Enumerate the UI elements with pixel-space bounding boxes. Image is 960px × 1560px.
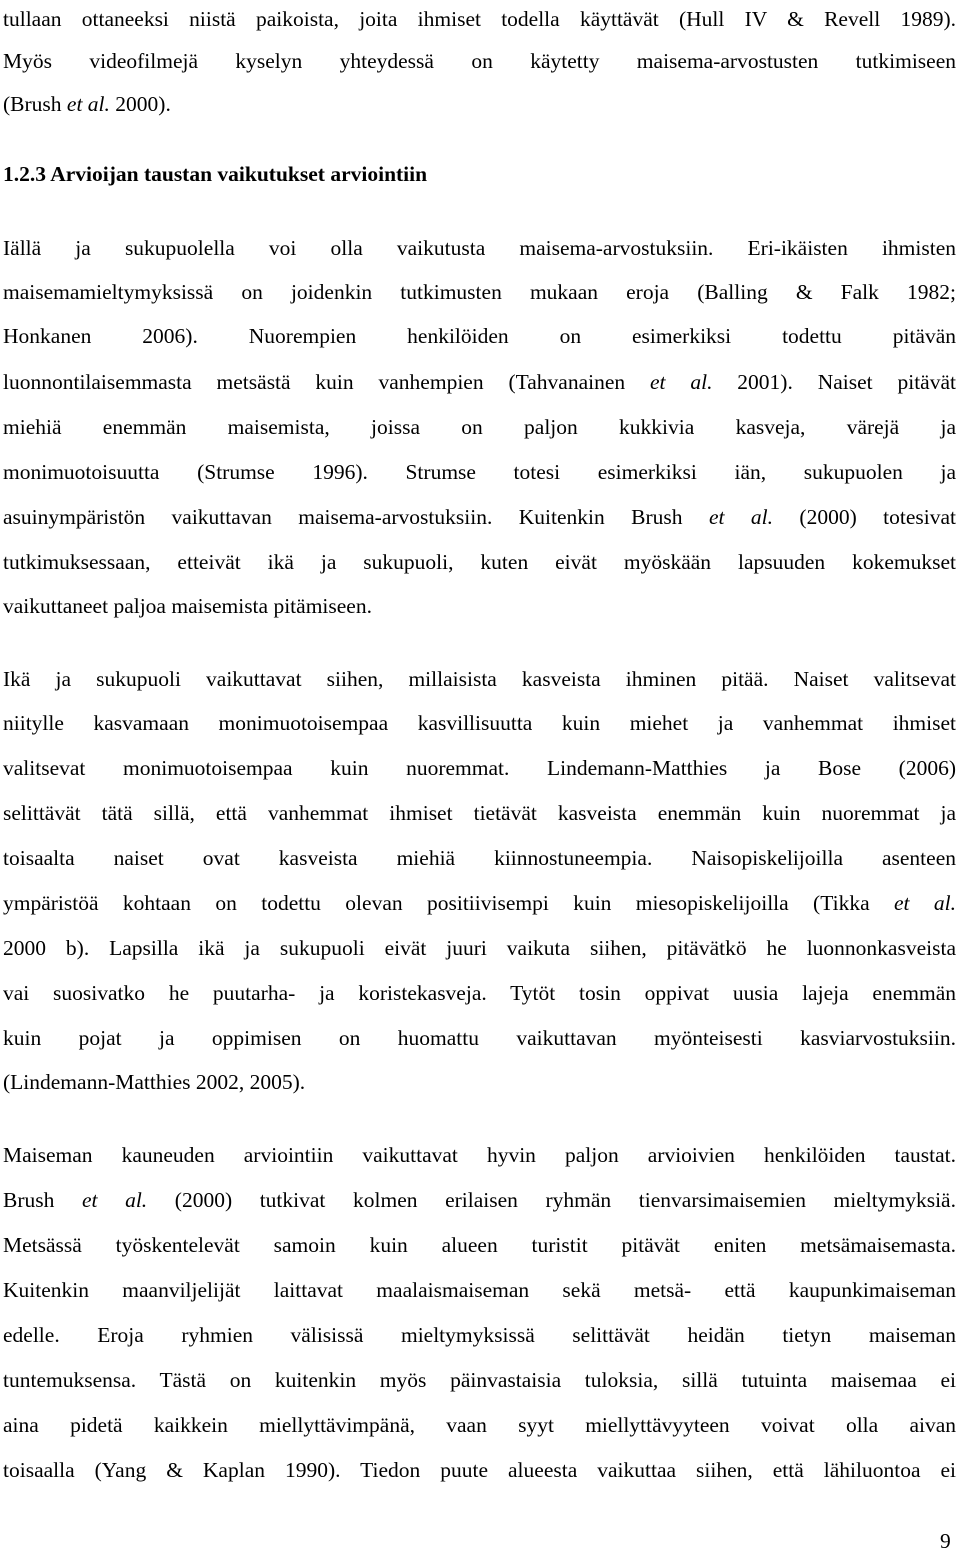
text-line: miehiä enemmän maisemista, joissa on paljon kukkivia kasveja, värejä ja [3,415,956,439]
text-line: toisaalta naiset ovat kasveista miehiä kiinnostuneempia. Naisopiskelijoilla asenteen [3,846,956,870]
text-line: (Lindemann-Matthies 2002, 2005). [3,1070,306,1094]
text-line: tutkimuksessaan, etteivät ikä ja sukupuoli, kuten eivät myöskään lapsuuden kokemukset [3,550,956,574]
text-line: Myös videofilmejä kyselyn yhteydessä on käytetty maisema-arvostusten tutkimiseen [3,49,956,73]
text-line: monimuotoisuutta (Strumse 1996). Strumse totesi esimerkiksi iän, sukupuolen ja [3,460,956,484]
text-line: Metsässä työskentelevät samoin kuin alueen turistit pitävät eniten metsämaisemasta. [3,1233,956,1257]
text-line: vaikuttaneet paljoa maisemista pitämiseen. [3,594,372,618]
text-line: valitsevat monimuotoisempaa kuin nuoremmat. Lindemann-Matthies ja Bose (2006) [3,756,956,780]
text-line: asuinympäristön vaikuttavan maisema-arvostuksiin. Kuitenkin Brush et al. (2000) totesivat [3,505,956,529]
text-line: Brush et al. (2000) tutkivat kolmen erilaisen ryhmän tienvarsimaisemien mieltymyksiä. [3,1188,956,1212]
text-line: niitylle kasvamaan monimuotoisempaa kasvillisuutta kuin miehet ja vanhemmat ihmiset [3,711,956,735]
text-line: tullaan ottaneeksi niistä paikoista, joita ihmiset todella käyttävät (Hull IV & Revell 1989). [3,7,956,31]
page-number: 9 [940,1529,951,1553]
text-line: selittävät tätä sillä, että vanhemmat ihmiset tietävät kasveista enemmän kuin nuoremmat ja [3,801,956,825]
text-line: Iällä ja sukupuolella voi olla vaikutusta maisema-arvostuksiin. Eri-ikäisten ihmisten [3,236,956,260]
text-line: luonnontilaisemmasta metsästä kuin vanhempien (Tahvanainen et al. 2001). Naiset pitävät [3,370,956,394]
text-line: kuin pojat ja oppimisen on huomattu vaikuttavan myönteisesti kasviarvostuksiin. [3,1026,956,1050]
text-line: ympäristöä kohtaan on todettu olevan positiivisempi kuin miesopiskelijoilla (Tikka et al. [3,891,956,915]
text-line: toisaalla (Yang & Kaplan 1990). Tiedon puute alueesta vaikuttaa siihen, että lähiluontoa ei [3,1458,956,1482]
text-line: aina pidetä kaikkein miellyttävimpänä, vaan syyt miellyttävyyteen voivat olla aivan [3,1413,956,1437]
text-line: Maiseman kauneuden arviointiin vaikuttavat hyvin paljon arvioivien henkilöiden taustat. [3,1143,956,1167]
text-line: 2000 b). Lapsilla ikä ja sukupuoli eivät juuri vaikuta siihen, pitävätkö he luonnonkasveista [3,936,956,960]
text-line: Honkanen 2006). Nuorempien henkilöiden on esimerkiksi todettu pitävän [3,324,956,348]
text-line: edelle. Eroja ryhmien välisissä mieltymyksissä selittävät heidän tietyn maiseman [3,1323,956,1347]
text-line: tuntemuksensa. Tästä on kuitenkin myös päinvastaisia tuloksia, sillä tutuinta maisemaa ei [3,1368,956,1392]
section-heading: 1.2.3 Arvioijan taustan vaikutukset arviointiin [3,162,428,186]
text-line: vai suosivatko he puutarha- ja koristekasveja. Tytöt tosin oppivat uusia lajeja enemmän [3,981,956,1005]
text-line: (Brush et al. 2000). [3,92,171,116]
text-line: Ikä ja sukupuoli vaikuttavat siihen, millaisista kasveista ihminen pitää. Naiset valitsevat [3,667,956,691]
text-line: maisemamieltymyksissä on joidenkin tutkimusten mukaan eroja (Balling & Falk 1982; [3,280,956,304]
text-line: Kuitenkin maanviljelijät laittavat maalaismaiseman sekä metsä- että kaupunkimaiseman [3,1278,956,1302]
